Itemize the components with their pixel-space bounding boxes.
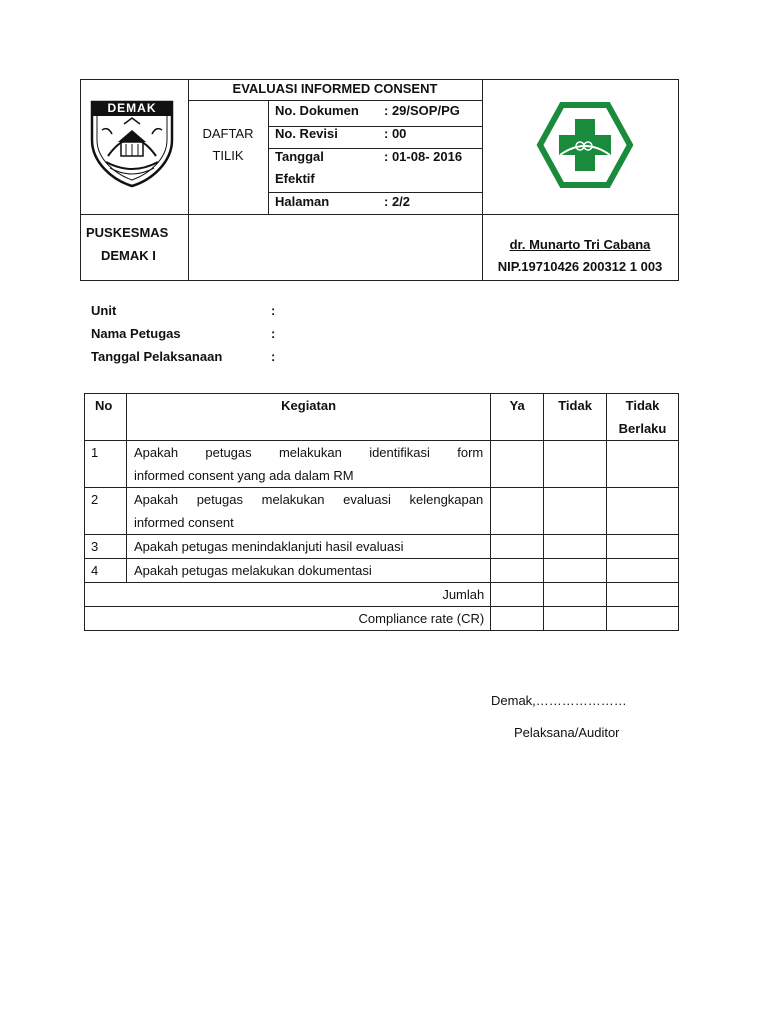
row-kegiatan: Apakah petugas menindaklanjuti hasil evaluasi bbox=[126, 535, 490, 559]
field-label-efektif: Efektif bbox=[275, 171, 315, 186]
table-row bbox=[85, 559, 679, 583]
info-label-nama-petugas: Nama Petugas bbox=[91, 326, 181, 341]
table-row bbox=[85, 535, 679, 559]
col-header-tidak-berlaku-line2: Berlaku bbox=[618, 421, 667, 436]
col-header-tidak-berlaku bbox=[607, 394, 679, 441]
row-kegiatan bbox=[126, 441, 490, 488]
row-kegiatan-line2: informed consent yang ada dalam RM bbox=[133, 468, 354, 483]
row-cell-ya[interactable] bbox=[491, 441, 544, 488]
puskesmas-cross-icon bbox=[530, 99, 640, 191]
row-cell-ya[interactable] bbox=[491, 535, 544, 559]
field-value-no-revisi: : 00 bbox=[384, 126, 407, 141]
document-title: EVALUASI INFORMED CONSENT bbox=[232, 81, 438, 96]
org-name-line2: DEMAK I bbox=[101, 248, 156, 263]
signer-name: dr. Munarto Tri Cabana bbox=[509, 237, 651, 252]
jumlah-cell-tidak-berlaku[interactable] bbox=[607, 583, 679, 607]
row-cell-ya[interactable] bbox=[491, 559, 544, 583]
col-header-no: No bbox=[85, 394, 127, 441]
row-kegiatan-line1: Apakah petugas melakukan evaluasi kelengkapan bbox=[133, 492, 484, 507]
jumlah-cell-ya[interactable] bbox=[491, 583, 544, 607]
doc-type-line2: TILIK bbox=[212, 148, 244, 163]
compliance-label: Compliance rate (CR) bbox=[85, 607, 491, 631]
col-header-tidak-berlaku-line1: Tidak bbox=[625, 398, 660, 413]
auditor-role: Pelaksana/Auditor bbox=[514, 725, 620, 740]
row-no: 4 bbox=[85, 559, 127, 583]
row-kegiatan-line1: Apakah petugas melakukan identifikasi form bbox=[133, 445, 484, 460]
row-kegiatan-line2: informed consent bbox=[133, 515, 234, 530]
row-cell-tidak[interactable] bbox=[544, 488, 607, 535]
row-cell-tidak-berlaku[interactable] bbox=[607, 488, 679, 535]
row-no: 1 bbox=[85, 441, 127, 488]
row-kegiatan: Apakah petugas melakukan dokumentasi bbox=[126, 559, 490, 583]
field-label-no-dokumen: No. Dokumen bbox=[275, 103, 359, 118]
compliance-cell-tidak-berlaku[interactable] bbox=[607, 607, 679, 631]
row-cell-tidak[interactable] bbox=[544, 441, 607, 488]
table-header-row bbox=[85, 394, 679, 441]
compliance-cell-ya[interactable] bbox=[491, 607, 544, 631]
row-cell-tidak-berlaku[interactable] bbox=[607, 559, 679, 583]
signer-nip: NIP.19710426 200312 1 003 bbox=[497, 259, 663, 274]
field-value-no-dokumen: : 29/SOP/PG bbox=[384, 103, 460, 118]
compliance-row bbox=[85, 607, 679, 631]
jumlah-cell-tidak[interactable] bbox=[544, 583, 607, 607]
row-cell-tidak[interactable] bbox=[544, 535, 607, 559]
doc-type-line1: DAFTAR bbox=[202, 126, 254, 141]
demak-logo-label: DEMAK bbox=[107, 101, 157, 115]
info-label-unit: Unit bbox=[91, 303, 117, 318]
field-label-tanggal: Tanggal bbox=[275, 149, 324, 164]
compliance-cell-tidak[interactable] bbox=[544, 607, 607, 631]
table-row bbox=[85, 441, 679, 488]
info-sep-unit: : bbox=[271, 303, 276, 318]
row-no: 3 bbox=[85, 535, 127, 559]
row-cell-ya[interactable] bbox=[491, 488, 544, 535]
info-sep-tanggal-pelaksanaan: : bbox=[271, 349, 276, 364]
row-no: 2 bbox=[85, 488, 127, 535]
place-date: Demak,………………… bbox=[491, 693, 627, 708]
col-header-tidak: Tidak bbox=[544, 394, 607, 441]
row-cell-tidak[interactable] bbox=[544, 559, 607, 583]
info-sep-nama-petugas: : bbox=[271, 326, 276, 341]
field-value-tanggal: : 01-08- 2016 bbox=[384, 149, 463, 164]
col-header-ya: Ya bbox=[491, 394, 544, 441]
field-value-halaman: : 2/2 bbox=[384, 194, 411, 209]
row-cell-tidak-berlaku[interactable] bbox=[607, 441, 679, 488]
col-header-kegiatan: Kegiatan bbox=[126, 394, 490, 441]
jumlah-label: Jumlah bbox=[85, 583, 491, 607]
row-cell-tidak-berlaku[interactable] bbox=[607, 535, 679, 559]
field-label-halaman: Halaman bbox=[275, 194, 330, 209]
row-kegiatan bbox=[126, 488, 490, 535]
table-row bbox=[85, 488, 679, 535]
checklist-table bbox=[84, 393, 679, 631]
org-name-line1: PUSKESMAS bbox=[86, 225, 169, 240]
jumlah-row bbox=[85, 583, 679, 607]
info-label-tanggal-pelaksanaan: Tanggal Pelaksanaan bbox=[91, 349, 223, 364]
field-label-no-revisi: No. Revisi bbox=[275, 126, 338, 141]
